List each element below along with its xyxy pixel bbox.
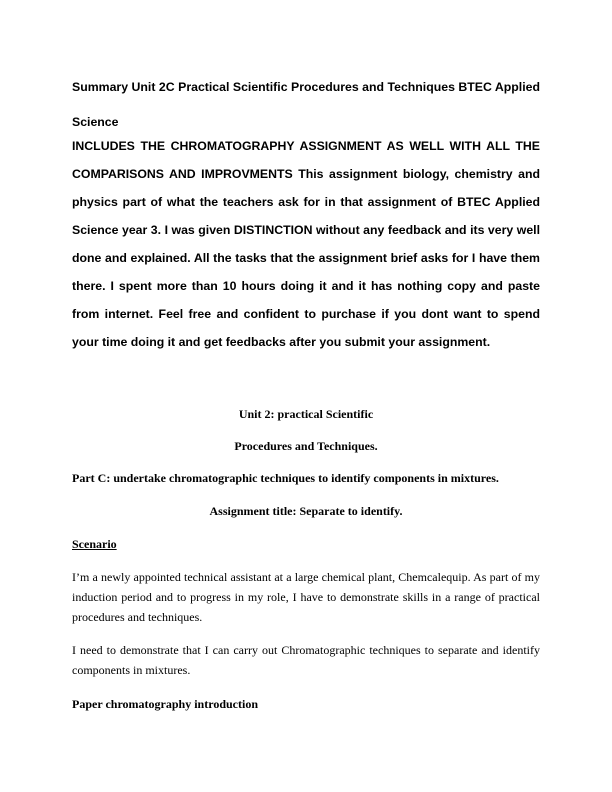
scenario-paragraph-1: I’m a newly appointed technical assistant at a large chemical plant, Chemcalequip. As part of my induction period and to progress in my role, I have to demonstrate skills in a range of practical procedures and techniques. (72, 570, 540, 624)
summary-title: Summary Unit 2C Practical Scientific Procedures and Techniques BTEC Applied Science (72, 80, 540, 129)
assignment-title: Assignment title: Separate to identify. (209, 504, 403, 518)
part-c-heading: Part C: undertake chromatographic techniques to identify components in mixtures. (72, 471, 499, 485)
scenario-heading: Scenario (72, 537, 117, 551)
unit-heading-line2: Procedures and Techniques. (234, 439, 378, 453)
unit-heading-line1: Unit 2: practical Scientific (238, 407, 374, 421)
intro-paragraph: INCLUDES THE CHROMATOGRAPHY ASSIGNMENT AS WELL WITH ALL THE COMPARISONS AND IMPROVMENTS This assignment biology, chemistry and physics part of what the teachers ask for in that assignment of BTEC Applied Science year 3. I was given DISTINCTION without any feedback and its very well done and explained. All the tasks that the assignment brief asks for I have them there. I spent more than 10 hours doing it and it has nothing copy and paste from internet. Feel free and confident to purchase if you dont want to spend your time doing it and get feedbacks after you submit your assignment. (72, 139, 540, 349)
paper-chromatography-heading: Paper chromatography introduction (72, 697, 259, 711)
scenario-paragraph-2: I need to demonstrate that I can carry out Chromatographic techniques to separate and identify components in mixtures. (72, 643, 540, 677)
